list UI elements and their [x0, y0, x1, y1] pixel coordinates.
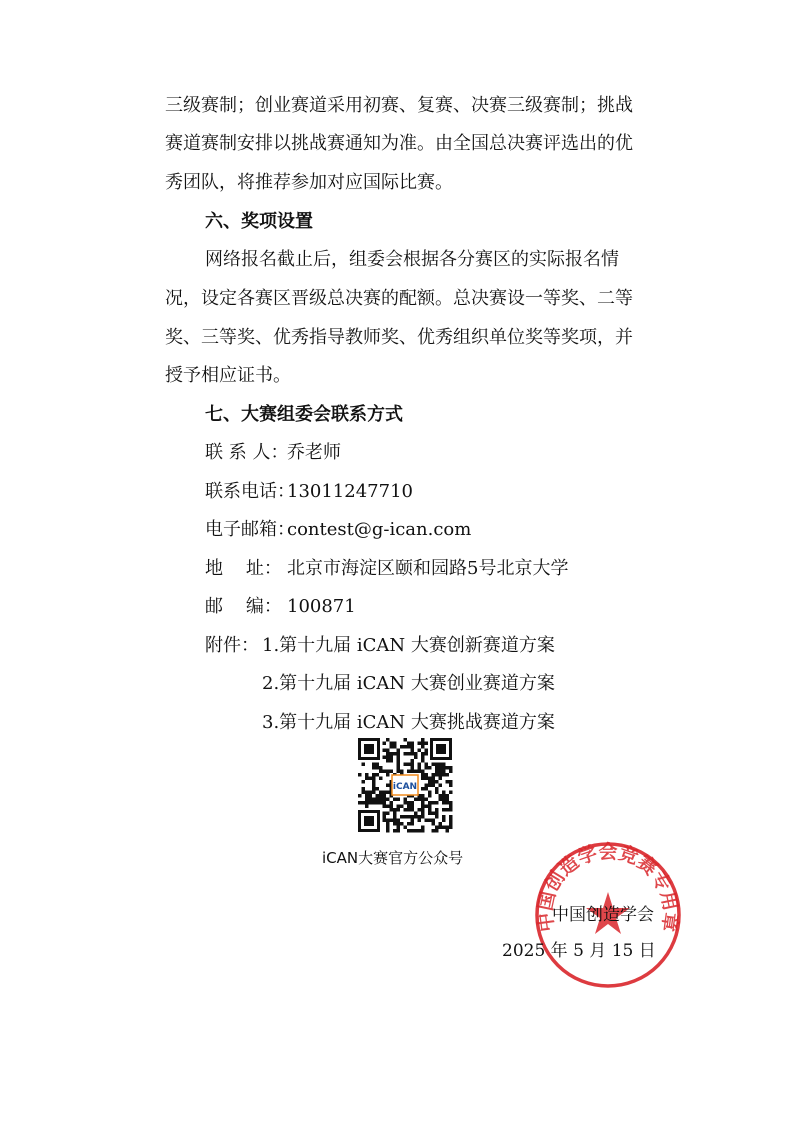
contact-address-value: 北京市海淀区颐和园路5号北京大学: [287, 558, 569, 579]
contact-person-row: [205, 441, 341, 465]
attachment-item: 2.第十九届 iCAN 大赛创业赛道方案: [262, 673, 555, 694]
attachments-label: 附件：: [205, 635, 259, 656]
signature-organization: 中国创造学会: [552, 905, 654, 925]
contact-email-value[interactable]: contest@g-ican.com: [287, 519, 472, 540]
paragraph-line: 授予相应证书。: [165, 365, 291, 386]
contact-phone-row: [205, 480, 413, 504]
contact-postcode-label: 邮 编：: [205, 596, 282, 617]
section-heading-contact: 七、大赛组委会联系方式: [205, 404, 403, 425]
contact-postcode-value: 100871: [287, 596, 356, 617]
contact-postcode-row: [205, 595, 356, 619]
paragraph-line: 况，设定各赛区晋级总决赛的配额。总决赛设一等奖、二等: [165, 288, 633, 309]
qr-code: [357, 737, 453, 833]
contact-email-label: 电子邮箱：: [205, 519, 295, 540]
attachment-item: 3.第十九届 iCAN 大赛挑战赛道方案: [262, 712, 555, 733]
contact-person-label: 联 系 人：: [205, 442, 289, 463]
contact-phone-label: 联系电话：: [205, 481, 295, 502]
paragraph-line: 奖、三等奖、优秀指导教师奖、优秀组织单位奖等奖项，并: [165, 327, 633, 348]
paragraph-line: 赛道赛制安排以挑战赛通知为准。由全国总决赛评选出的优: [165, 133, 633, 154]
contact-email-row: [205, 518, 471, 542]
signature-date: 2025 年 5 月 15 日: [502, 941, 656, 961]
contact-person-value: 乔老师: [287, 442, 341, 463]
contact-phone-value: 13011247710: [287, 481, 413, 502]
attachment-item: 1.第十九届 iCAN 大赛创新赛道方案: [262, 635, 555, 656]
section-heading-awards: 六、奖项设置: [205, 211, 313, 232]
contact-address-label: 地 址：: [205, 558, 282, 579]
paragraph-line: 三级赛制；创业赛道采用初赛、复赛、决赛三级赛制；挑战: [165, 95, 633, 116]
paragraph-line: 秀团队，将推荐参加对应国际比赛。: [165, 172, 453, 193]
attachment-row-1: [205, 634, 555, 658]
contact-address-row: [205, 557, 568, 581]
paragraph-line: 网络报名截止后，组委会根据各分赛区的实际报名情: [205, 249, 619, 270]
svg-text:中国创造学会竞赛专用章: 中国创造学会竞赛专用章: [534, 840, 682, 933]
qr-caption: iCAN大赛官方公众号: [322, 849, 464, 867]
qr-logo-text: iCAN: [392, 782, 418, 792]
